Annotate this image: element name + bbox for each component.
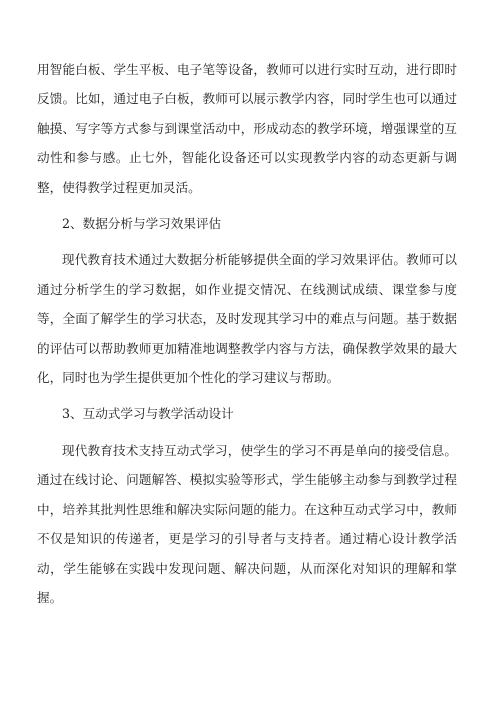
document-page bbox=[37, 55, 457, 612]
body-paragraph-interactive-learning: 现代教育技术支持互动式学习，使学生的学习不再是单向的接受信息。通过在线讨论、问题解答、模拟实验等形式，学生能够主动参与到教学过程中，培养其批判性思维和解决实际问题的能力。在这种互动式学习中，教师不仅是知识的传递者，更是学习的引导者与支持者。通过精心设计教学活动，学生能够在实践中发现问题、解决问题，从而深化对知识的理解和掌握。 bbox=[37, 442, 457, 605]
body-paragraph-data-analysis: 现代教育技术通过大数据分析能够提供全面的学习效果评估。教师可以通过分析学生的学习数据，如作业提交情况、在线测试成绩、课堂参与度等，全面了解学生的学习状态，及时发现其学习中的难点与问题。基于数据的评估可以帮助教师更加精准地调整教学内容与方法，确保教学效果的最大化，同时也为学生提供更加个性化的学习建议与帮助。 bbox=[37, 252, 457, 386]
body-paragraph-continued: 用智能白板、学生平板、电子笔等设备，教师可以进行实时互动，进行即时反馈。比如，通过电子白板，教师可以展示教学内容，同时学生也可以通过触摸、写字等方式参与到课堂活动中，形成动态的教学环境，增强课堂的互动性和参与感。止七外，智能化设备还可以实现教学内容的动态更新与调整，使得教学过程更加灵活。 bbox=[37, 62, 457, 195]
section-heading-3: 3、互动式学习与教学活动设计 bbox=[62, 406, 234, 422]
section-heading-2: 2、数据分析与学习效果评估 bbox=[62, 216, 222, 232]
